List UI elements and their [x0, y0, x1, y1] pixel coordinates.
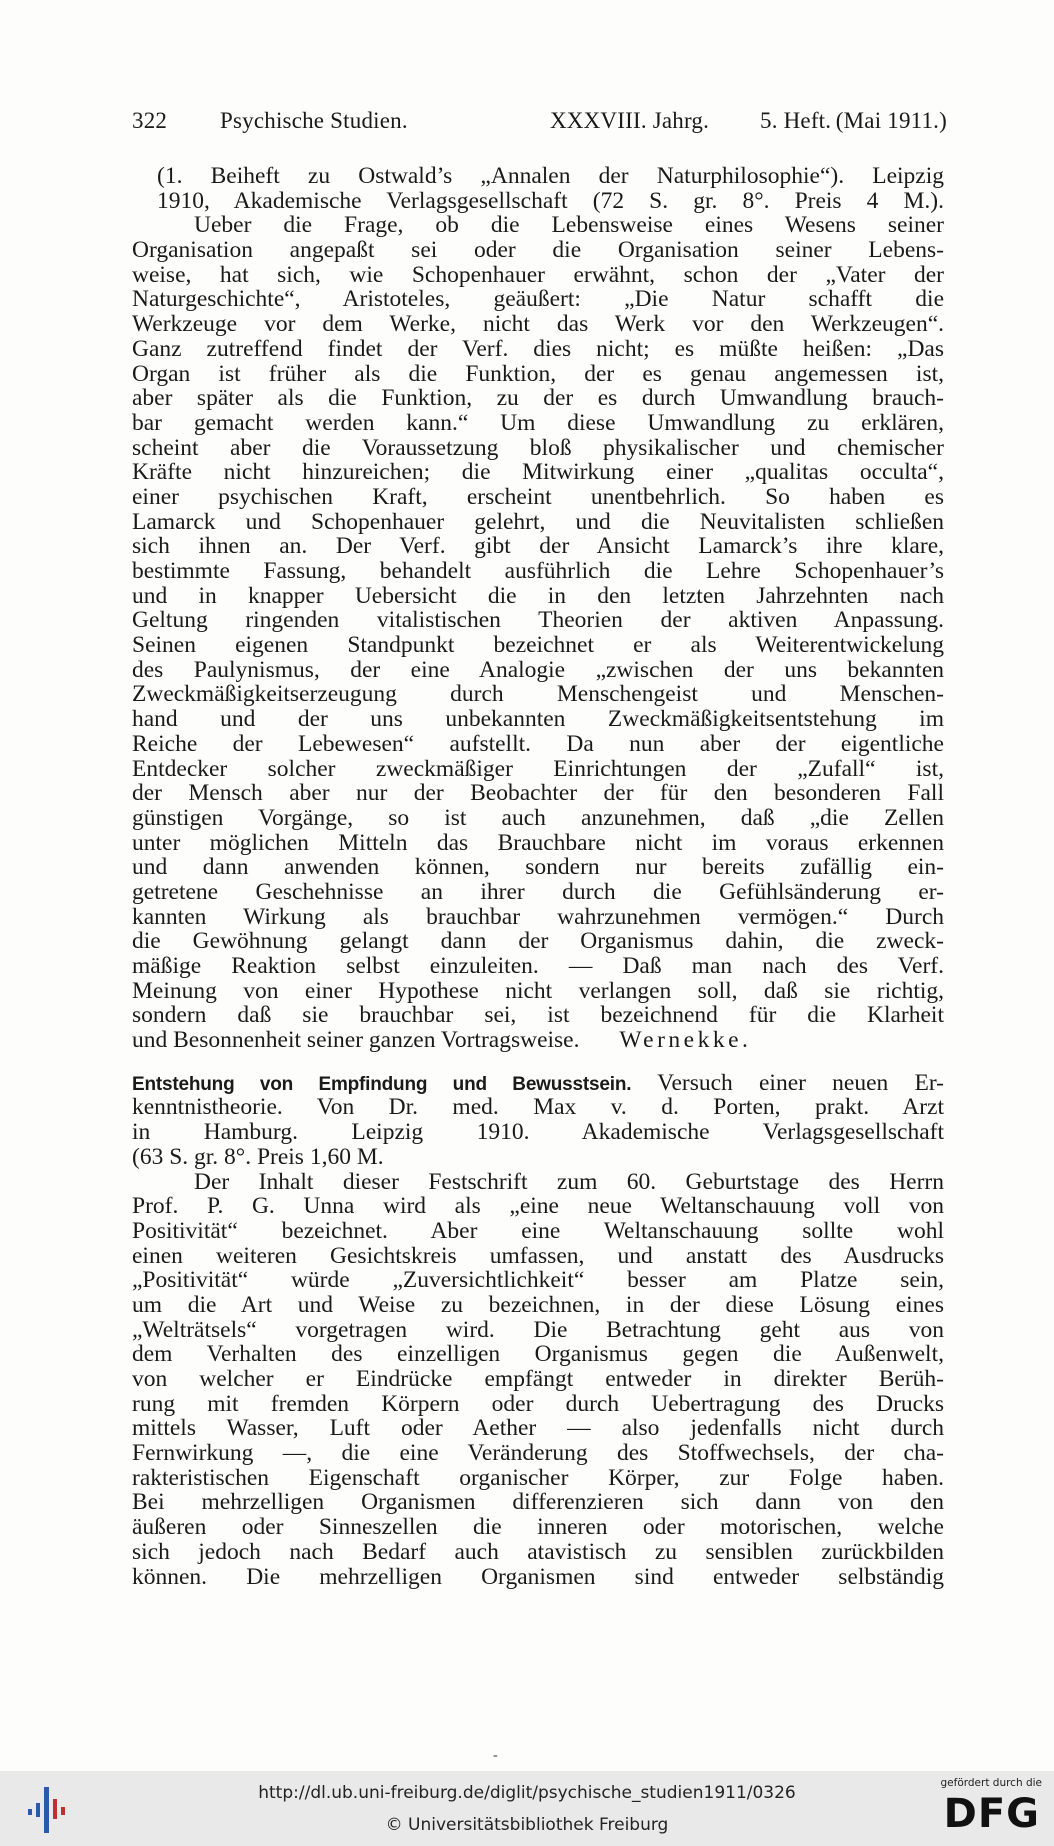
- review-1-text-line: Lamarck und Schopenhauer gelehrt, und die Neuvitalisten schließen: [132, 508, 944, 535]
- review-1-text-line: Zweckmäßigkeitserzeugung durch Menschengeist und Menschen-: [132, 681, 944, 708]
- review-2-text-line: „Welträtsels“ vorgetragen wird. Die Betrachtung geht aus von: [132, 1316, 944, 1343]
- review-1-text-line: sondern daß sie brauchbar sei, ist bezeichnend für die Klarheit: [132, 1002, 944, 1029]
- review-1-text-line: (1. Beiheft zu Ostwald’s „Annalen der Naturphilosophie“). Leipzig: [157, 163, 944, 189]
- review-1-text-line: und in knapper Uebersicht die in den letzten Jahrzehnten nach: [132, 582, 944, 609]
- review-2-title: Entstehung von Empfindung und Bewusstsein.: [132, 1073, 632, 1095]
- review-2-text-line: einen weiteren Gesichtskreis umfassen, und anstatt des Ausdrucks: [132, 1242, 944, 1269]
- review-1-text-line: hand und der uns unbekannten Zweckmäßigkeitsentstehung im: [132, 706, 944, 733]
- issue-label: 5. Heft.: [760, 108, 832, 133]
- review-2-body: [132, 1170, 944, 1590]
- section-gap: [132, 1053, 944, 1071]
- viewer-footer: [0, 1771, 1054, 1846]
- permalink-url[interactable]: http://dl.ub.uni-freiburg.de/diglit/psychische_studien1911/0326: [258, 1783, 796, 1803]
- review-2-text-line: Positivität“ bezeichnet. Aber eine Weltanschauung sollte wohl: [132, 1217, 944, 1244]
- review-1-text-line: weise, hat sich, wie Schopenhauer erwähnt, schon der „Vater der: [132, 261, 944, 288]
- review-2-text-line: Fernwirkung —, die eine Veränderung des Stoffwechsels, der cha-: [132, 1440, 944, 1467]
- review-1-text-line: kannten Wirkung als brauchbar wahrzunehmen vermögen.“ Durch: [132, 903, 944, 930]
- review-2-text-line: äußeren oder Sinneszellen die inneren oder motorischen, welche: [132, 1514, 944, 1541]
- review-1-text-line: Naturgeschichte“, Aristoteles, geäußert: „Die Natur schafft die: [132, 286, 944, 313]
- review-1-closing-line: [132, 1028, 944, 1053]
- page-body: [132, 164, 944, 1589]
- review-2-text-line: um die Art und Weise zu bezeichnen, in der diese Lösung eines: [132, 1291, 944, 1318]
- review-2-heading: [132, 1071, 944, 1096]
- review-2-text-line: von welcher er Eindrücke empfängt entweder in direkter Berüh-: [132, 1366, 944, 1392]
- journal-title: Psychische Studien.: [220, 108, 408, 133]
- review-1-text-line: Entdecker solcher zweckmäßiger Einrichtungen der „Zufall“ ist,: [132, 755, 944, 782]
- review-1-text-line: Reiche der Lebewesen“ aufstellt. Da nun aber der eigentliche: [132, 730, 944, 757]
- review-1-body: [132, 164, 944, 1028]
- review-1-text-line: einer psychischen Kraft, erscheint unentbehrlich. So haben es: [132, 483, 944, 510]
- review-2-text-line: können. Die mehrzelligen Organismen sind entweder selbständig: [132, 1563, 944, 1590]
- review-2-text-line: rakteristischen Eigenschaft organischer Körper, zur Folge haben.: [132, 1464, 944, 1491]
- review-2-text-line: mittels Wasser, Luft oder Aether — also jedenfalls nicht durch: [132, 1415, 944, 1442]
- review-1-text-line: getretene Geschehnisse an ihrer durch die Gefühlsänderung er-: [132, 878, 944, 905]
- review-1-text-line: scheint aber die Voraussetzung bloß physikalischer und chemischer: [132, 434, 944, 461]
- review-1-text-line: Seinen eigenen Standpunkt bezeichnet er als Weiterentwickelung: [132, 632, 944, 659]
- review-1-text-line: die Gewöhnung gelangt dann der Organismus dahin, die zweck-: [132, 928, 944, 955]
- review-1-text-line: der Mensch aber nur der Beobachter der für den besonderen Fall: [132, 780, 944, 807]
- review-1-text-line: günstigen Vorgänge, so ist auch anzunehmen, daß „die Zellen: [132, 804, 944, 831]
- review-1-text-line: aber später als die Funktion, zu der es durch Umwandlung brauch-: [132, 385, 944, 412]
- review-1-text-line: 1910, Akademische Verlagsgesellschaft (72 S. gr. 8°. Preis 4 M.).: [157, 187, 944, 214]
- review-2-citation-line: (63 S. gr. 8°. Preis 1,60 M.: [132, 1143, 384, 1170]
- review-2-title-rest: Versuch einer neuen Er-: [657, 1069, 945, 1096]
- reviewer-signature: Wernekke.: [619, 1027, 752, 1054]
- review-1-text-line: Werkzeuge vor dem Werke, nicht das Werk vor den Werkzeugen“.: [132, 311, 944, 338]
- review-1-last-text: und Besonnenheit seiner ganzen Vortragsweise.: [132, 1027, 580, 1054]
- review-1-text-line: Ganz zutreffend findet der Verf. dies nicht; es müßte heißen: „Das: [132, 335, 944, 362]
- running-header: [132, 108, 947, 142]
- review-1-text-line: bar gemacht werden kann.“ Um diese Umwandlung zu erklären,: [132, 409, 944, 436]
- review-2-text-line: dem Verhalten des einzelligen Organismus gegen die Außenwelt,: [132, 1341, 944, 1368]
- review-2-text-line: Der Inhalt dieser Festschrift zum 60. Geburtstage des Herrn: [194, 1168, 944, 1195]
- review-2-text-line: rung mit fremden Körpern oder durch Uebertragung des Drucks: [132, 1390, 944, 1417]
- review-1-text-line: Organ ist früher als die Funktion, der es genau angemessen ist,: [132, 360, 944, 387]
- review-1-text-line: Meinung von einer Hypothese nicht verlangen soll, daß sie richtig,: [132, 977, 944, 1004]
- review-1-text-line: Geltung ringenden vitalistischen Theorien der aktiven Anpassung.: [132, 607, 944, 634]
- review-1-text-line: mäßige Reaktion selbst einzuleiten. — Daß man nach des Verf.: [132, 953, 944, 979]
- review-1-text-line: sich ihnen an. Der Verf. gibt der Ansicht Lamarck’s ihre klare,: [132, 533, 944, 560]
- review-2-citation-line: in Hamburg. Leipzig 1910. Akademische Verlagsgesellschaft: [132, 1119, 944, 1146]
- review-1-text-line: des Paulynismus, der eine Analogie „zwischen der uns bekannten: [132, 656, 944, 683]
- review-2-text-line: sich jedoch nach Bedarf auch atavistisch zu sensiblen zurückbilden: [132, 1538, 944, 1565]
- funding-label: gefördert durch die: [940, 1777, 1042, 1789]
- review-1-text-line: Ueber die Frage, ob die Lebensweise eines Wesens seiner: [194, 212, 944, 239]
- dfg-logo: DFG: [943, 1791, 1040, 1837]
- review-1-text-line: unter möglichen Mitteln das Brauchbare nicht im voraus erkennen: [132, 829, 944, 856]
- page-mark: -: [493, 1748, 498, 1763]
- review-1-text-line: Organisation angepaßt sei oder die Organisation seiner Lebens-: [132, 237, 944, 264]
- review-2-text-line: Prof. P. G. Unna wird als „eine neue Weltanschauung voll von: [132, 1193, 944, 1220]
- page-number: 322: [132, 108, 168, 133]
- volume-label: XXXVIII. Jahrg.: [550, 108, 710, 133]
- review-2-citation: [132, 1095, 944, 1169]
- review-1-text-line: bestimmte Fassung, behandelt ausführlich die Lehre Schopenhauer’s: [132, 558, 944, 584]
- review-2-citation-line: kenntnistheorie. Von Dr. med. Max v. d. Porten, prakt. Arzt: [132, 1094, 944, 1121]
- issue-date: (Mai 1911.): [835, 108, 947, 133]
- review-2-text-line: „Positivität“ würde „Zuversichtlichkeit“ besser am Platze sein,: [132, 1267, 944, 1294]
- review-1-text-line: und dann anwenden können, sondern nur bereits zufällig ein-: [132, 854, 944, 881]
- review-1-text-line: Kräfte nicht hinzureichen; die Mitwirkung einer „qualitas occulta“,: [132, 459, 944, 486]
- review-2-text-line: Bei mehrzelligen Organismen differenzieren sich dann von den: [132, 1489, 944, 1516]
- copyright-notice: © Universitätsbibliothek Freiburg: [385, 1815, 669, 1835]
